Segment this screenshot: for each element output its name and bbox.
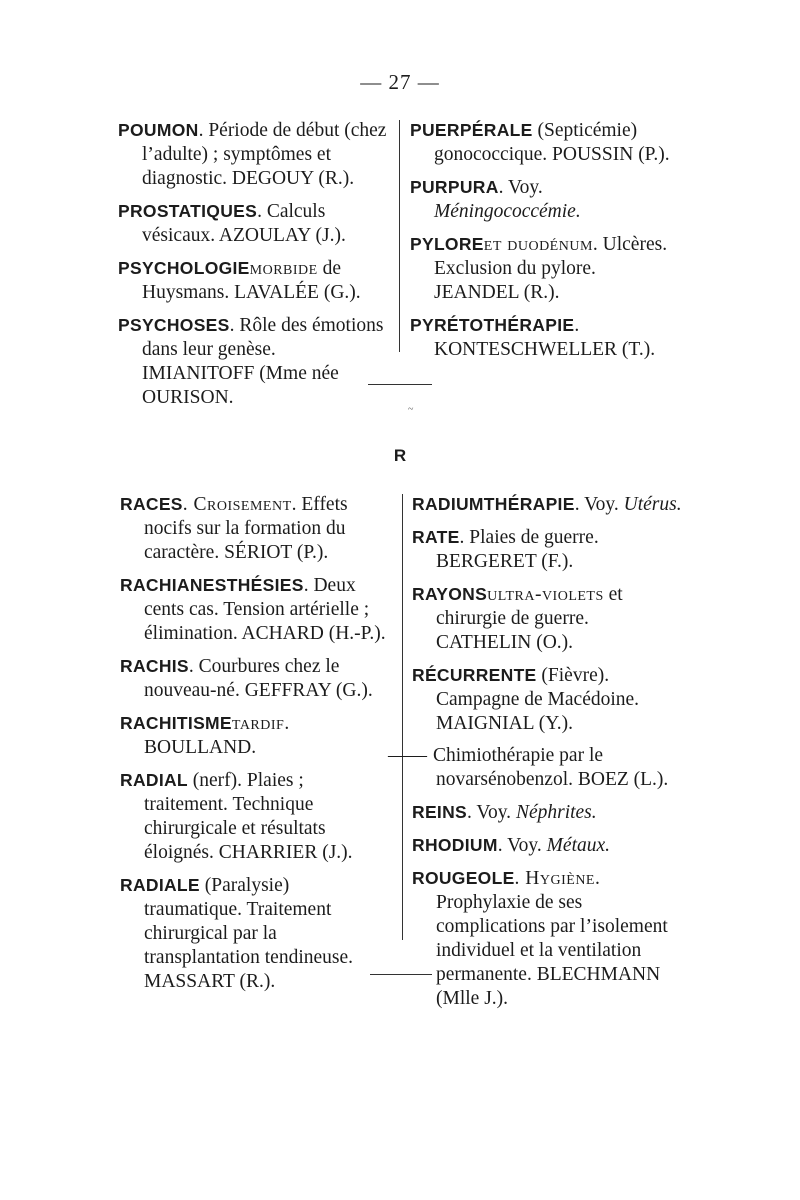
entry-text: (Fièvre). Campagne de Macédoine. MAIGNIAL (Y.). [436,665,640,734]
entry-heading: RÉCURRENTE [412,665,537,685]
entry-subheading: et duodénum [483,234,593,255]
entry-reference: Néphrites. [515,802,597,823]
entry-text: (Septicémie) gonococcique. POUSSIN (P.). [434,120,670,165]
entry-heading: PSYCHOLOGIE [118,258,250,278]
index-entry [412,525,684,574]
entry-subheading: . Croisement [182,494,292,515]
entry-text: . Calculs vésicaux. AZOULAY (J.). [142,201,346,246]
entry-text: (nerf). Plaies ; traitement. Technique chirurgicale et résultats éloignés. CHARRIER (J.). [144,770,353,863]
entry-heading: REINS [412,802,467,822]
index-entry [410,118,682,167]
entry-subheading: ultra-violets [487,584,604,605]
index-entry [120,492,392,565]
entry-heading: RAYONS [412,584,488,604]
entry-heading: ROUGEOLE [412,868,515,888]
index-entry [120,711,392,760]
entry-heading: RHODIUM [412,835,498,855]
index-entry [118,313,388,410]
section-divider-bottom [370,974,432,975]
index-entry [118,118,388,191]
index-entry [412,582,684,655]
entry-subheading: morbide [249,258,318,279]
entry-text: et chirurgie de guerre. CATHELIN (O.). [436,584,623,653]
entry-text: . Voy. [466,802,516,823]
entry-text: . BOULLAND. [144,713,290,758]
page-number: — 27 — [360,70,440,94]
bottom-column-divider [402,494,403,940]
entry-text: . Courbures chez le nouveau-né. GEFFRAY (G.). [144,656,373,701]
ink-mark: ~ [408,404,414,415]
entry-heading: PUERPÉRALE [410,120,533,140]
index-entry [120,573,392,646]
index-entry [120,768,392,865]
entry-text: . Deux cents cas. Tension artérielle ; élimination. ACHARD (H.-P.). [144,575,386,644]
entry-heading: PROSTATIQUES [118,201,258,221]
index-entry [412,663,684,736]
entry-heading: RACHITISME [120,713,232,733]
top-right-column [410,118,682,370]
index-entry [120,873,392,994]
index-entry [410,175,682,224]
entry-heading: POUMON [118,120,199,140]
entry-text: . KONTESCHWELLER (T.). [434,315,656,360]
entry-text: . Effets nocifs sur la formation du caractère. SÉRIOT (P.). [144,494,348,563]
entry-text: de Huysmans. LAVALÉE (G.). [142,258,361,303]
index-entry [412,492,684,517]
entry-text: . Période de début (chez l’adulte) ; symptômes et diagnostic. DEGOUY (R.). [142,120,387,189]
top-column-divider [399,120,400,352]
index-entry [410,313,682,362]
entry-heading: PURPURA [410,177,499,197]
bottom-right-column [388,492,684,1019]
entry-subheading: tardif [231,713,285,734]
entry-text: . Prophylaxie de ses complications par l’isolement individuel et la ventilation permanente. BLECHMANN (Mlle J.). [436,868,668,1009]
entry-heading: RADIUMTHÉRAPIE [412,494,575,514]
entry-text: . Voy. [497,835,547,856]
top-left-column [118,118,388,418]
entry-text: . Voy. [574,494,624,515]
entry-heading: RADIALE [120,875,200,895]
entry-reference: Utérus. [623,494,682,515]
entry-heading: PYLORE [410,234,484,254]
index-entry [412,800,684,825]
entry-text: . Plaies de guerre. BERGERET (F.). [436,527,599,572]
entry-heading: RACES [120,494,183,514]
entry-subheading: . Hygiène [514,868,595,889]
entry-heading: PYRÉTOTHÉRAPIE [410,315,575,335]
bottom-left-column [120,492,392,1002]
index-entry [118,256,388,305]
entry-heading: PSYCHOSES [118,315,230,335]
index-entry [412,833,684,858]
index-entry [120,654,392,703]
entry-text: (Paralysie) traumatique. Traitement chirurgical par la transplantation tendineuse. MASSART (R.). [144,875,354,992]
index-entry [388,744,684,792]
index-entry [412,866,684,1011]
entry-heading: RADIAL [120,770,188,790]
entry-text: Chimiothérapie par le novarsénobenzol. BOEZ (L.). [433,745,669,790]
index-entry [410,232,682,305]
entry-text: . Voy. [498,177,543,198]
entry-reference: Métaux. [546,835,611,856]
entry-heading: RATE [412,527,460,547]
entry-dash: —— [388,745,427,766]
section-letter: R [393,446,407,465]
entry-heading: RACHIANESTHÉSIES [120,575,304,595]
entry-text: . Ulcères. Exclusion du pylore. JEANDEL (R.). [434,234,668,303]
entry-heading: RACHIS [120,656,189,676]
section-divider-top [368,384,432,385]
entry-reference: Méningococcémie. [434,201,581,222]
entry-text: . Rôle des émotions dans leur genèse. IMIANITOFF (Mme née OURISON. [142,315,384,408]
index-entry [118,199,388,248]
